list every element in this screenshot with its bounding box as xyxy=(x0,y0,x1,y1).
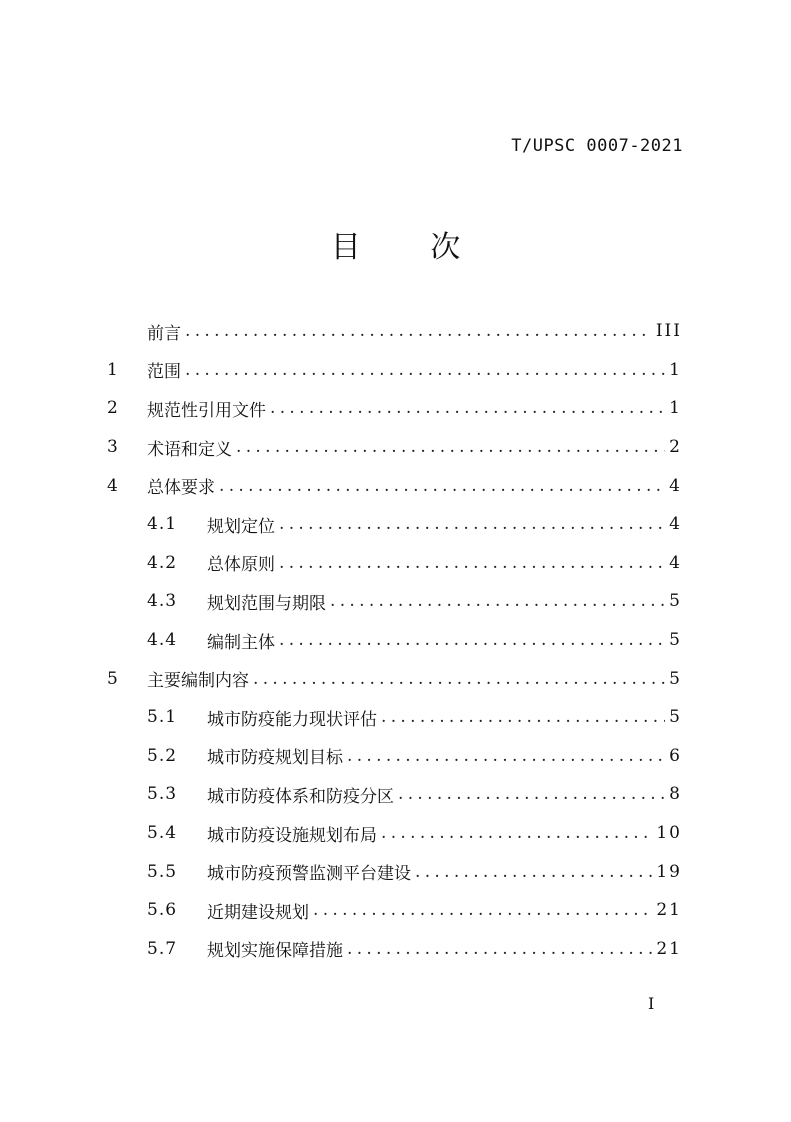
toc-entry-number: 1 xyxy=(107,359,118,380)
toc-leader-dots xyxy=(313,900,652,920)
toc-leader-dots xyxy=(381,707,665,727)
toc-entry-label: 术语和定义 xyxy=(147,439,232,460)
toc-entry-label: 近期建设规划 xyxy=(207,902,309,923)
toc-entry-number: 4 xyxy=(107,475,118,496)
toc-leader-dots xyxy=(398,784,665,804)
toc-entry-number: 5.7 xyxy=(147,938,178,959)
toc-entry-page: 6 xyxy=(669,745,682,766)
toc-entry[interactable] xyxy=(107,659,682,698)
toc-entry-label: 规范性引用文件 xyxy=(147,400,266,421)
toc-leader-dots xyxy=(185,321,652,341)
toc-entry[interactable] xyxy=(107,505,682,544)
toc-entry[interactable] xyxy=(107,814,682,853)
toc-leader-dots xyxy=(347,939,652,959)
toc-entry-page: 2 xyxy=(669,437,682,458)
toc-title: 目 次 xyxy=(330,230,491,265)
toc-entry-number: 2 xyxy=(107,398,118,419)
toc-entry-number: 4.4 xyxy=(147,630,178,651)
toc-entry-number: 3 xyxy=(107,437,118,458)
toc-entry-page: 4 xyxy=(669,514,682,535)
toc-entry-page: 19 xyxy=(656,861,682,882)
toc-entry[interactable] xyxy=(107,351,682,390)
table-of-contents xyxy=(107,312,682,968)
toc-entry[interactable] xyxy=(107,775,682,814)
toc-entry-page: 10 xyxy=(656,823,682,844)
toc-entry-label: 规划实施保障措施 xyxy=(207,941,343,962)
toc-entry-number: 5.6 xyxy=(147,900,178,921)
toc-entry-page: 5 xyxy=(669,668,682,689)
toc-entry-label: 城市防疫能力现状评估 xyxy=(207,709,377,730)
toc-leader-dots xyxy=(236,437,665,457)
toc-entry-number: 5.5 xyxy=(147,861,178,882)
toc-leader-dots xyxy=(279,553,665,573)
toc-entry-page: 1 xyxy=(669,398,682,419)
toc-entry[interactable] xyxy=(107,544,682,583)
toc-leader-dots xyxy=(219,476,665,496)
toc-entry[interactable] xyxy=(107,930,682,969)
toc-entry-label: 规划定位 xyxy=(207,516,275,537)
toc-entry-label: 总体原则 xyxy=(207,555,275,576)
toc-entry-page: 5 xyxy=(669,591,682,612)
toc-entry-label: 城市防疫规划目标 xyxy=(207,748,343,769)
toc-entry-page: 1 xyxy=(669,359,682,380)
toc-entry[interactable] xyxy=(107,389,682,428)
toc-entry-label: 总体要求 xyxy=(147,478,215,499)
toc-entry[interactable] xyxy=(107,621,682,660)
toc-entry-number: 5.2 xyxy=(147,745,178,766)
toc-entry-page: 21 xyxy=(656,938,682,959)
toc-leader-dots xyxy=(330,591,665,611)
toc-entry-label: 前言 xyxy=(147,323,181,344)
toc-entry-page: 5 xyxy=(669,630,682,651)
toc-entry-label: 规划范围与期限 xyxy=(207,593,326,614)
toc-entry[interactable] xyxy=(107,466,682,505)
toc-entry-number: 4.2 xyxy=(147,552,178,573)
toc-entry[interactable] xyxy=(107,312,682,351)
toc-entry[interactable] xyxy=(107,698,682,737)
toc-entry-page: 21 xyxy=(656,900,682,921)
toc-entry-page: 4 xyxy=(669,475,682,496)
toc-entry[interactable] xyxy=(107,852,682,891)
toc-entry[interactable] xyxy=(107,582,682,621)
toc-entry-number: 5.3 xyxy=(147,784,178,805)
toc-entry[interactable] xyxy=(107,891,682,930)
toc-entry[interactable] xyxy=(107,428,682,467)
toc-entry-number: 5.4 xyxy=(147,823,178,844)
toc-leader-dots xyxy=(347,746,665,766)
toc-entry[interactable] xyxy=(107,737,682,776)
toc-entry-number: 5.1 xyxy=(147,707,178,728)
toc-entry-label: 城市防疫设施规划布局 xyxy=(207,825,377,846)
toc-leader-dots xyxy=(381,823,652,843)
toc-entry-page: 8 xyxy=(669,784,682,805)
toc-entry-page: 5 xyxy=(669,707,682,728)
toc-leader-dots xyxy=(185,360,665,380)
toc-leader-dots xyxy=(279,630,665,650)
page-number: I xyxy=(648,994,655,1013)
toc-leader-dots xyxy=(279,514,665,534)
toc-entry-label: 城市防疫预警监测平台建设 xyxy=(207,864,411,885)
toc-entry-page: III xyxy=(655,321,682,342)
toc-entry-number: 4.3 xyxy=(147,591,178,612)
toc-entry-label: 范围 xyxy=(147,362,181,383)
toc-leader-dots xyxy=(415,862,652,882)
toc-leader-dots xyxy=(270,398,665,418)
toc-leader-dots xyxy=(253,669,665,689)
toc-entry-label: 城市防疫体系和防疫分区 xyxy=(207,786,394,807)
toc-entry-label: 主要编制内容 xyxy=(147,671,249,692)
toc-entry-number: 5 xyxy=(107,668,118,689)
standard-code: T/UPSC 0007-2021 xyxy=(511,136,683,156)
toc-entry-label: 编制主体 xyxy=(207,632,275,653)
toc-entry-number: 4.1 xyxy=(147,514,178,535)
toc-entry-page: 4 xyxy=(669,552,682,573)
